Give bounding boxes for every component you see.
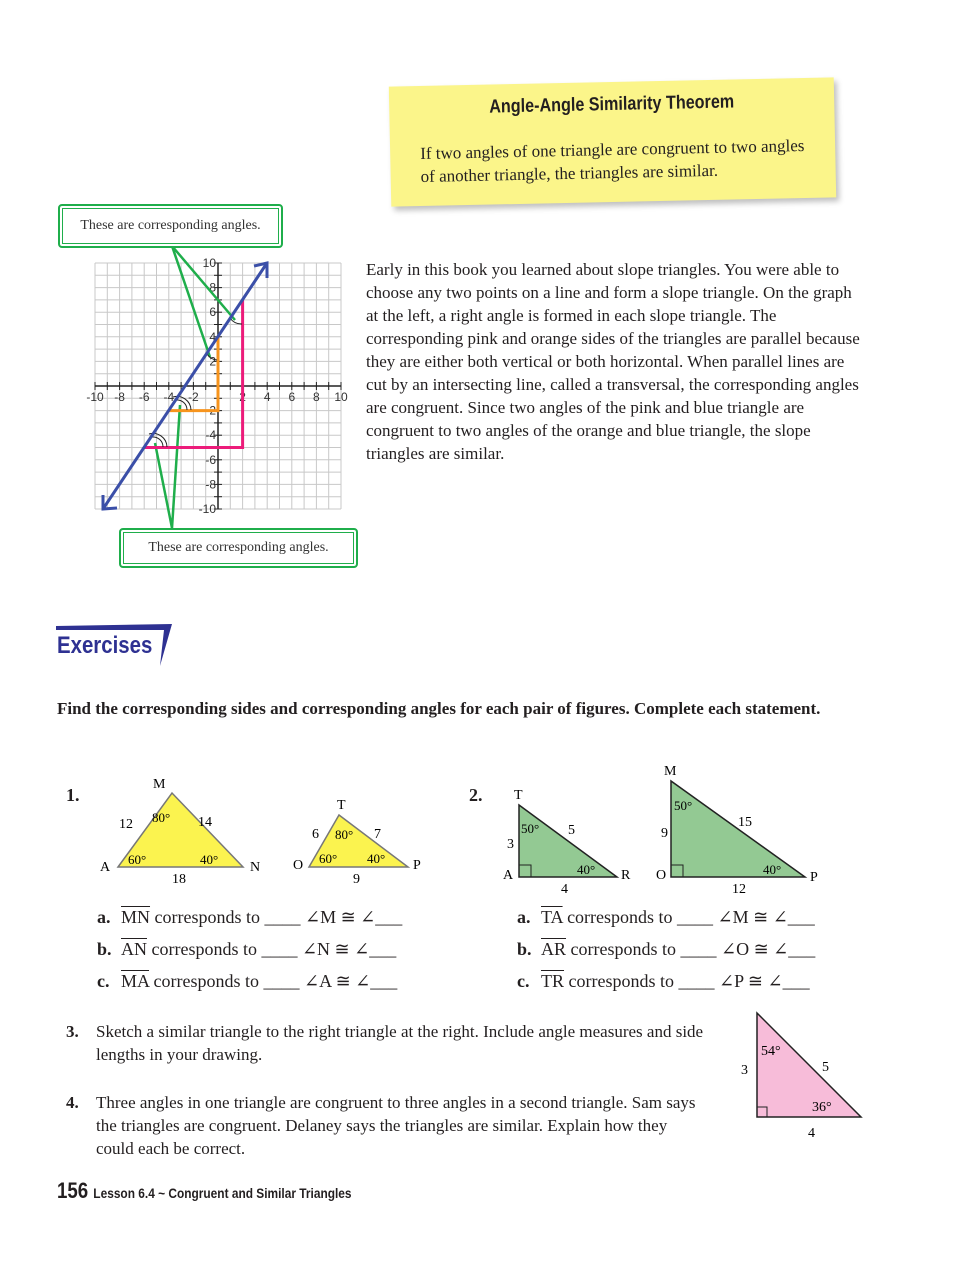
problem-3: 3. Sketch a similar triangle to the right triangle at the right. Include angle measures and side lengths in your drawing. xyxy=(66,1022,704,1064)
theorem-body: If two angles of one triangle are congruent to two angles of another triangle, the triangles are similar. xyxy=(420,135,805,187)
x-tick-label: -4 xyxy=(163,390,175,404)
x-tick-label: 4 xyxy=(263,390,271,404)
segment-name: $\overline{TA}$ xyxy=(541,907,563,927)
triangle-MAN xyxy=(100,777,260,887)
svg-text:50°: 50° xyxy=(674,798,693,813)
y-tick-label: -4 xyxy=(205,428,216,443)
y-tick-label: -10 xyxy=(198,502,216,516)
svg-text:M: M xyxy=(153,777,166,792)
y-tick-label: -8 xyxy=(205,477,216,492)
svg-text:4: 4 xyxy=(561,882,568,897)
triangle-MOP xyxy=(656,764,818,897)
svg-text:P: P xyxy=(810,870,818,885)
svg-text:40°: 40° xyxy=(367,851,386,866)
x-tick-label: 2 xyxy=(239,390,246,404)
svg-text:3: 3 xyxy=(507,837,514,852)
x-tick-label: -2 xyxy=(188,390,199,404)
x-tick-label: 10 xyxy=(334,390,348,404)
p1-statement-b: b. $\overline{AN}$ corresponds to ____ ∠N ≅ ∠___ xyxy=(97,939,397,959)
triangle-TAR xyxy=(503,788,631,897)
svg-text:40°: 40° xyxy=(577,862,596,877)
segment-name: $\overline{MN}$ xyxy=(121,907,151,927)
triangle-TOP xyxy=(293,798,421,887)
x-tick-label: 8 xyxy=(313,390,320,404)
svg-text:T: T xyxy=(337,798,346,813)
svg-text:12: 12 xyxy=(119,817,133,832)
svg-text:N: N xyxy=(250,860,261,875)
problem-2-number: 2. xyxy=(469,785,483,805)
y-tick-label: -6 xyxy=(205,452,216,467)
svg-text:R: R xyxy=(621,868,631,883)
x-tick-label: -6 xyxy=(138,390,150,404)
svg-text:9: 9 xyxy=(353,872,360,887)
theorem-title: Angle-Angle Similarity Theorem xyxy=(489,91,735,118)
svg-text:40°: 40° xyxy=(763,862,782,877)
exercises-heading: Exercises xyxy=(57,632,153,659)
y-tick-label: 4 xyxy=(209,329,216,344)
p1-statement-c: c. $\overline{MA}$ corresponds to ____ ∠A ≅ ∠___ xyxy=(97,971,398,991)
svg-text:7: 7 xyxy=(374,827,381,842)
segment-name: $\overline{TR}$ xyxy=(541,971,565,991)
page-number: 156 xyxy=(57,1178,89,1203)
callout-pointers xyxy=(155,246,235,528)
svg-text:5: 5 xyxy=(822,1060,829,1075)
svg-text:12: 12 xyxy=(732,882,746,897)
y-tick-label: -2 xyxy=(205,403,216,418)
svg-text:18: 18 xyxy=(172,872,186,887)
svg-text:50°: 50° xyxy=(521,821,540,836)
svg-text:54°: 54° xyxy=(761,1044,781,1059)
page-footer xyxy=(57,1178,352,1204)
svg-text:O: O xyxy=(656,868,667,883)
svg-text:6: 6 xyxy=(312,827,319,842)
svg-text:60°: 60° xyxy=(128,852,147,867)
svg-text:A: A xyxy=(100,860,111,875)
svg-text:3: 3 xyxy=(741,1063,748,1078)
y-tick-label: 2 xyxy=(209,354,216,369)
exercises-heading-bar xyxy=(56,622,176,668)
svg-text:9: 9 xyxy=(661,826,668,841)
angle-arcs xyxy=(149,318,242,447)
lesson-title: Lesson 6.4 ~ Congruent and Similar Triangles xyxy=(93,1185,352,1201)
svg-text:A: A xyxy=(503,868,514,883)
p2-statement-c: c. $\overline{TR}$ corresponds to ____ ∠P ≅ ∠___ xyxy=(517,971,810,991)
x-tick-label: -8 xyxy=(114,390,125,404)
svg-text:14: 14 xyxy=(198,815,212,830)
svg-text:5: 5 xyxy=(568,823,575,838)
svg-text:P: P xyxy=(413,858,421,873)
y-tick-label: 6 xyxy=(209,305,216,320)
y-tick-label: 10 xyxy=(202,256,216,270)
callout-top: These are corresponding angles. xyxy=(58,204,283,248)
intro-paragraph: Early in this book you learned about slope triangles. You were able to choose any two points on a line and form a slope triangle. On the graph at the left, a right angle is formed in each slope triangle. The corresponding pink and orange sides of the triangles are parallel because they are either both vertical or both horizontal. When parallel lines are cut by an intersecting line, called a transversal, the corresponding angles are congruent. Since two angles of the pink and blue triangle are congruent to two angles of the orange and blue triangle, the slope triangles are similar. xyxy=(366,260,860,463)
y-tick-label: 8 xyxy=(209,280,216,295)
svg-text:T: T xyxy=(514,788,523,803)
svg-text:80°: 80° xyxy=(335,827,354,842)
pink-right-triangle xyxy=(741,1013,861,1141)
problem-1-number: 1. xyxy=(66,785,80,805)
p1-statement-a: a. $\overline{MN}$ corresponds to ____ ∠M ≅ ∠___ xyxy=(97,907,403,927)
svg-text:60°: 60° xyxy=(319,851,338,866)
svg-text:36°: 36° xyxy=(812,1100,832,1115)
segment-name: $\overline{AR}$ xyxy=(541,939,567,959)
segment-name: $\overline{AN}$ xyxy=(121,939,147,959)
svg-text:4: 4 xyxy=(808,1126,815,1141)
p2-statement-a: a. $\overline{TA}$ corresponds to ____ ∠M ≅ ∠___ xyxy=(517,907,815,927)
x-tick-label: 6 xyxy=(288,390,296,404)
svg-text:80°: 80° xyxy=(152,810,171,825)
p2-statement-b: b. $\overline{AR}$ corresponds to ____ ∠O ≅ ∠___ xyxy=(517,939,816,959)
exercise-instructions: Find the corresponding sides and corresponding angles for each pair of figures. Complete each statement. xyxy=(57,699,821,718)
svg-text:40°: 40° xyxy=(200,852,219,867)
problem-4: 4. Three angles in one triangle are congruent to three angles in a second triangle. Sam says the triangles are congruent. Delaney says the triangles are similar. Explain how they could each be correct. xyxy=(66,1093,696,1158)
segment-name: $\overline{MA}$ xyxy=(121,971,150,991)
svg-text:O: O xyxy=(293,858,304,873)
x-tick-label: -10 xyxy=(86,390,104,404)
callout-bottom: These are corresponding angles. xyxy=(119,528,358,568)
svg-text:M: M xyxy=(664,764,677,779)
svg-text:15: 15 xyxy=(738,815,752,830)
